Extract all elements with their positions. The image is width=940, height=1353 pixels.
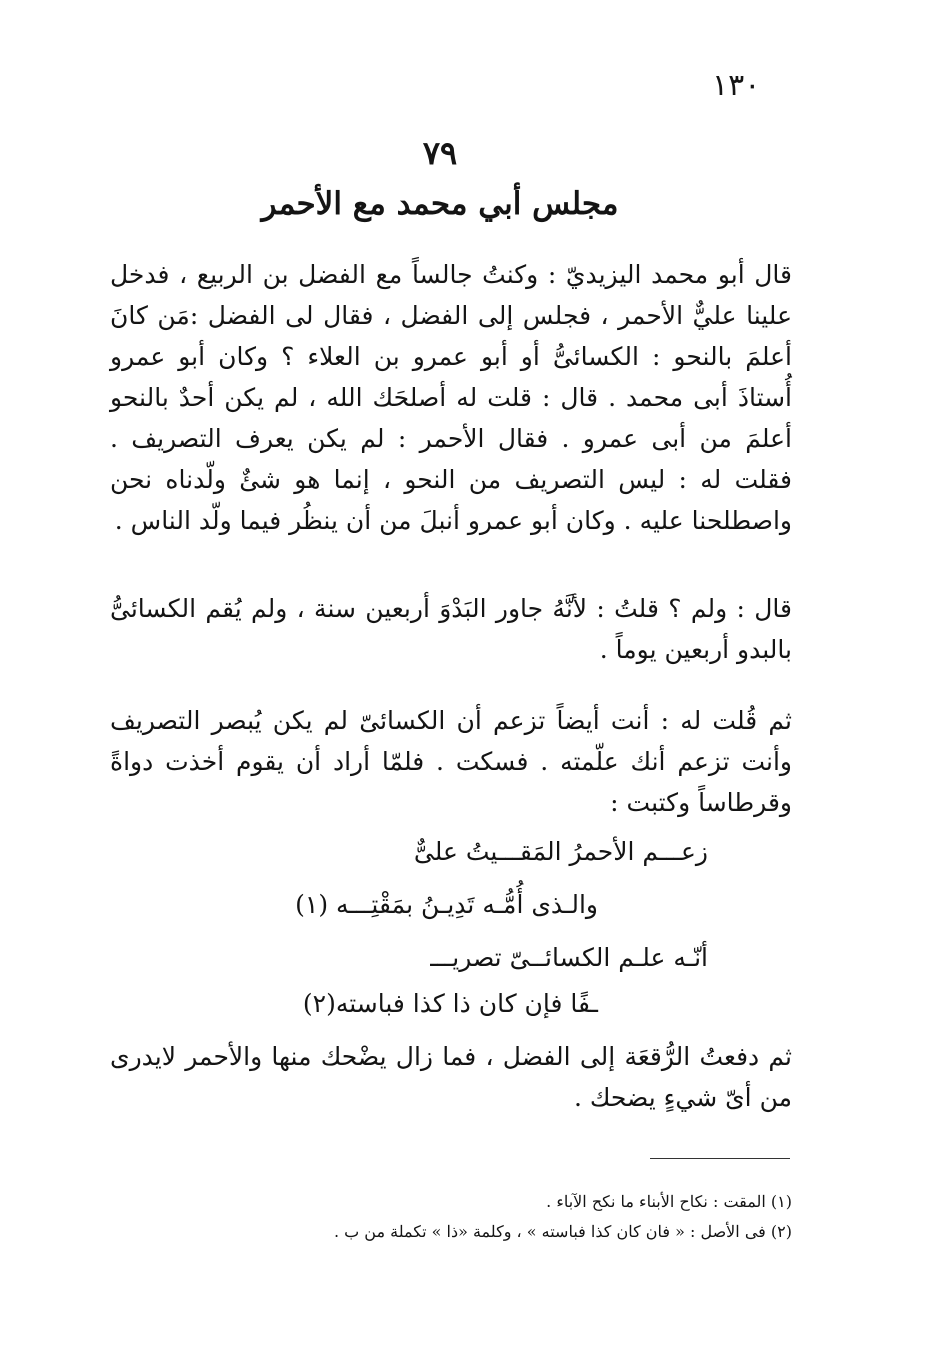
paragraph-3: ثم قُلت له : أنت أيضاً تزعم أن الكسائىّ لم يكن يُبصر التصريف وأنت تزعم أنك علّمته . فسكت . فلمّا أراد أن يقوم أخذت دواةً وقرطاساً وكتبت : [110, 706, 792, 817]
verse-line-1: زعـــم الأحمرُ المَقـــيتُ علىٌّ [413, 837, 708, 866]
section-number: ٧٩ [422, 134, 458, 172]
footnote-2: (٢) فى الأصل : « فان كان كذا فباسته » ، وكلمة «ذا » تكملة من ب . [333, 1222, 792, 1241]
verse-line-2: والـذى أُمُّـه تَدِيـنُ بمَقْتِـــه (١) [295, 890, 598, 919]
paragraph-1: قال أبو محمد اليزيديّ : وكنتُ جالساً مع الفضل بن الربيع ، فدخل علينا عليٌّ الأحمر ، فجلس إلى الفضل ، فقال لى الفضل :مَن كانَ أعلمَ بالنحو : الكسائىُّ أو أبو عمرو بن العلاء ؟ وكان أبو عمرو أُستاذَ أبى محمد . قال : قلت له أصلحَك الله ، لم يكن أحدٌ بالنحو أعلمَ من أبى عمرو . فقال الأحمر : لم يكن يعرف التصريف . فقلت له : ليس التصريف من النحو ، إنما هو شئٌ ولّدناه نحن واصطلحنا عليه . وكان أبو عمرو أنبلَ من أن ينظُر فيما ولّد الناس . [110, 260, 792, 535]
section-title: مجلس أبي محمد مع الأحمر [261, 186, 619, 222]
footnote-1: (١) المقت : نكاح الأبناء ما نكح الآباء . [546, 1192, 792, 1211]
page-number: ١٣٠ [712, 68, 761, 103]
paragraph-4: ثم دفعتُ الرُّقعَة إلى الفضل ، فما زال يضْحك منها والأحمر لايدرى من أىّ شيءٍ يضحك . [110, 1042, 792, 1112]
footnote-divider [650, 1158, 790, 1159]
paragraph-2: قال : ولم ؟ قلتُ : لأنَّهُ جاور البَدْوَ أربعين سنة ، ولم يُقم الكسائىُّ بالبدو أربعين يوماً . [110, 594, 792, 664]
verse-line-4: ـفًا فإن كان ذا كذا فباسته(٢) [302, 989, 598, 1018]
verse-line-3: أنّـه علـم الكسائــىّ تصريـــ [430, 943, 708, 972]
